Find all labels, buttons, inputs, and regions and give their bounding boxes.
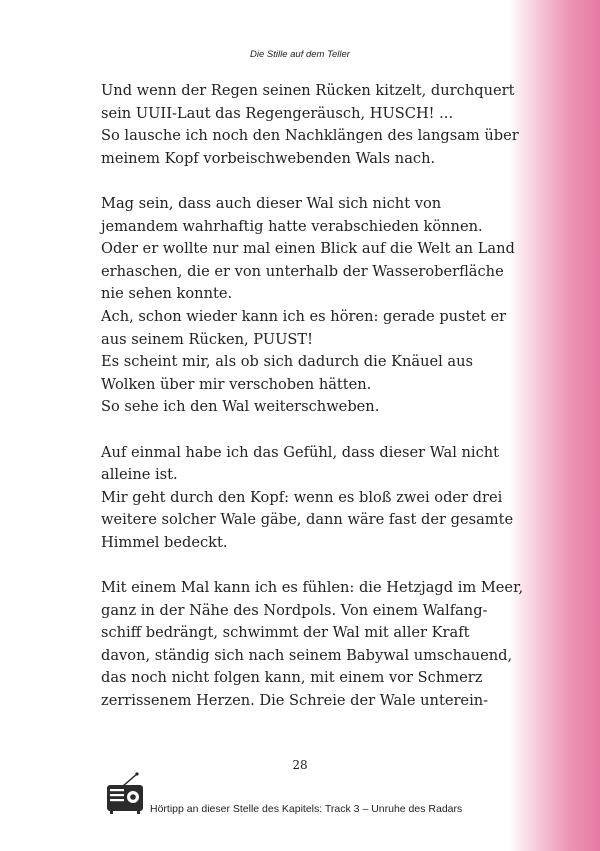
text-line: jemandem wahrhaftig hatte verabschieden können. — [101, 217, 483, 235]
text-line: nie sehen konnte. — [101, 285, 233, 303]
radio-icon — [104, 771, 146, 815]
text-line: Ach, schon wieder kann ich es hören: gerade pustet er — [101, 307, 507, 325]
text-line: Oder er wollte nur mal einen Blick auf die Welt an Land — [101, 240, 515, 258]
page-number: 28 — [292, 758, 308, 772]
body-text — [101, 80, 524, 713]
text-line: davon, ständig sich nach seinem Babywal umschauend, — [101, 646, 513, 664]
text-line: alleine ist. — [101, 466, 178, 484]
text-line: sein UUII-Laut das Regengeräusch, HUSCH! ... — [101, 104, 454, 122]
text-line: Auf einmal habe ich das Gefühl, dass dieser Wal nicht — [101, 443, 500, 461]
paragraph-3 — [101, 442, 516, 555]
text-line: Es scheint mir, als ob sich dadurch die Knäuel aus — [101, 353, 474, 371]
text-line: Wolken über mir verschoben hätten. — [101, 375, 372, 393]
text-line: Mit einem Mal kann ich es fühlen: die Hetzjagd im Meer, — [101, 579, 524, 597]
text-line: schiff bedrängt, schwimmt der Wal mit aller Kraft — [101, 624, 470, 642]
text-line: Mir geht durch den Kopf: wenn es bloß zwei oder drei — [101, 488, 503, 506]
text-line: Und wenn der Regen seinen Rücken kitzelt, durchquert — [101, 82, 515, 99]
paragraph-1 — [101, 80, 519, 170]
text-line: Himmel bedeckt. — [101, 533, 228, 551]
text-line: weitere solcher Wale gäbe, dann wäre fast der gesamte — [101, 511, 514, 529]
text-line: aus seinem Rücken, PUUST! — [101, 330, 314, 348]
paragraph-4 — [101, 577, 524, 713]
text-line: So lausche ich noch den Nachklängen des langsam über — [101, 127, 519, 145]
text-line: meinem Kopf vorbeischwebenden Wals nach. — [101, 149, 436, 167]
text-line: So sehe ich den Wal weiterschweben. — [101, 398, 380, 416]
paragraph-2 — [101, 193, 516, 419]
text-line: erhaschen, die er von unterhalb der Wasseroberfläche — [101, 262, 504, 280]
audio-tip: Hörtipp an dieser Stelle des Kapitels: Track 3 – Unruhe des Radars — [150, 803, 463, 815]
running-head: Die Stille auf dem Teller — [250, 49, 350, 60]
text-line: ganz in der Nähe des Nordpols. Von einem Walfang- — [101, 601, 488, 619]
text-line: das noch nicht folgen kann, mit einem vor Schmerz — [101, 669, 483, 687]
text-line: zerrissenem Herzen. Die Schreie der Wale unterein- — [101, 692, 489, 710]
text-line: Mag sein, dass auch dieser Wal sich nicht von — [101, 194, 442, 212]
